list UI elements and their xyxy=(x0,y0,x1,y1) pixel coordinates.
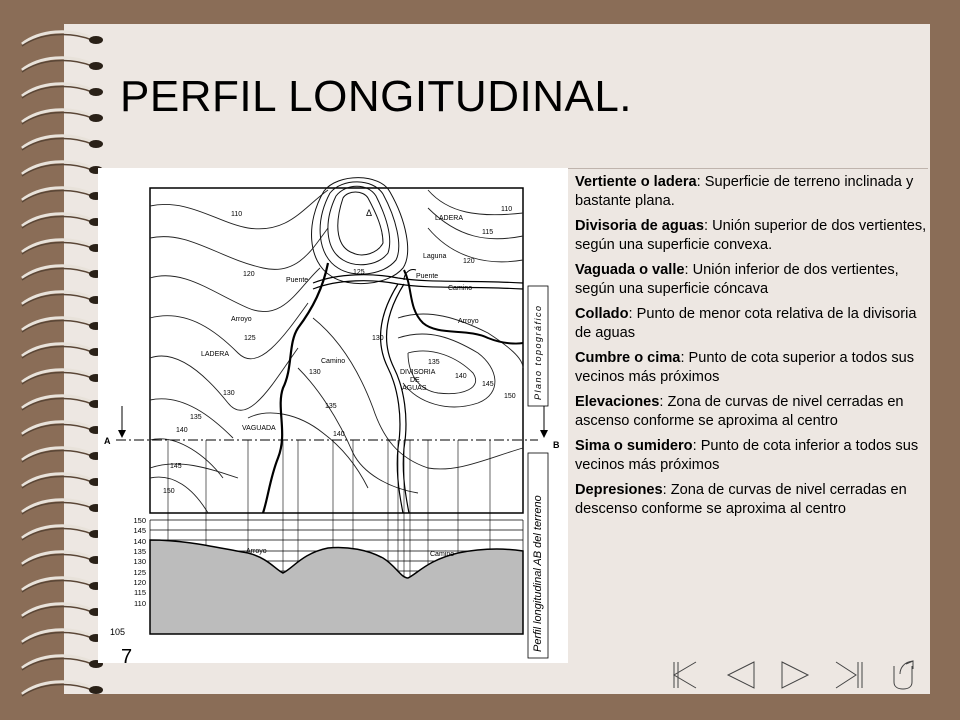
contour-value: 130 xyxy=(309,369,321,376)
binding-ring xyxy=(22,656,103,670)
definition-item xyxy=(575,261,932,299)
definition-separator: : xyxy=(659,394,668,410)
scale-label: 130 xyxy=(133,557,146,566)
definition-term: Vaguada o valle xyxy=(575,262,685,278)
definition-item xyxy=(575,437,932,475)
definition-text: Punto de cota superior a todos sus vecinos más próximos xyxy=(575,350,915,385)
topographic-map-figure xyxy=(98,168,568,663)
map-label-ladera: LADERA xyxy=(201,351,230,358)
binding-ring xyxy=(22,422,103,436)
contour-value: 110 xyxy=(501,206,513,213)
scale-label: 115 xyxy=(134,588,146,597)
definition-term: Divisoria de aguas xyxy=(575,218,704,234)
binding-ring xyxy=(22,682,103,696)
binding-ring xyxy=(22,474,103,488)
contour-value: 120 xyxy=(243,271,255,278)
return-icon xyxy=(886,658,920,692)
return-button[interactable] xyxy=(876,656,930,694)
binding-ring xyxy=(22,344,103,358)
point-b-label: B xyxy=(553,440,560,450)
scale-label: 105 xyxy=(109,627,125,637)
definition-separator: : xyxy=(662,482,671,498)
binding-ring xyxy=(22,214,103,228)
scale-label: 120 xyxy=(133,578,146,587)
next-slide-button[interactable] xyxy=(768,656,822,694)
profile-label-arroyo: Arroyo xyxy=(246,548,267,555)
binding-ring xyxy=(22,32,103,46)
definition-separator: : xyxy=(684,262,693,278)
contour-value: 140 xyxy=(176,427,188,434)
binding-ring xyxy=(22,630,103,644)
scale-label: 145 xyxy=(133,526,146,535)
binding-ring xyxy=(22,318,103,332)
binding-ring xyxy=(22,526,103,540)
binding-ring xyxy=(22,604,103,618)
definitions-list xyxy=(568,173,932,519)
contour-value: 110 xyxy=(231,211,243,218)
contour-value: 145 xyxy=(170,463,182,470)
page-number: 7 xyxy=(121,646,133,668)
scale-label: 150 xyxy=(133,516,146,525)
definition-term: Elevaciones xyxy=(575,394,660,410)
definition-separator: : xyxy=(628,306,637,322)
contour-value: 150 xyxy=(163,488,175,495)
definitions-panel xyxy=(568,168,932,525)
binding-ring xyxy=(22,58,103,72)
plan-caption: Plano topográfico xyxy=(533,304,543,400)
point-a-label: A xyxy=(104,436,111,446)
definition-separator: : xyxy=(692,438,701,454)
map-label-divisoria: AGUAS xyxy=(402,385,427,392)
binding-ring xyxy=(22,162,103,176)
binding-ring xyxy=(22,188,103,202)
definition-text: Punto de menor cota relativa de la divisoria de aguas xyxy=(575,306,917,341)
contour-value: 120 xyxy=(463,258,475,265)
definition-item xyxy=(575,305,932,343)
binding-ring xyxy=(22,578,103,592)
first-slide-button[interactable] xyxy=(660,656,714,694)
map-label-arroyo: Arroyo xyxy=(458,318,479,325)
slide-title: PERFIL LONGITUDINAL. xyxy=(120,72,633,121)
scale-label: 140 xyxy=(133,537,146,546)
map-label-divisoria: DIVISORIA xyxy=(400,369,436,376)
binding-ring xyxy=(22,396,103,410)
definition-term: Cumbre o cima xyxy=(575,350,681,366)
contour-value: 150 xyxy=(504,393,516,400)
definition-term: Sima o sumidero xyxy=(575,438,693,454)
next-icon xyxy=(778,658,812,692)
binding-ring xyxy=(22,266,103,280)
slide-navigation xyxy=(660,656,930,694)
definition-item xyxy=(575,217,932,255)
binding-ring xyxy=(22,552,103,566)
definition-item xyxy=(575,349,932,387)
contour-value: 125 xyxy=(244,335,256,342)
map-label-arroyo: Arroyo xyxy=(231,316,252,323)
contour-value: 135 xyxy=(325,403,337,410)
binding-ring xyxy=(22,500,103,514)
definition-term: Vertiente o ladera xyxy=(575,174,697,190)
definition-separator: : xyxy=(680,350,689,366)
definition-separator: : xyxy=(703,218,713,234)
definition-text: Punto de cota inferior a todos sus vecinos más próximos xyxy=(575,438,919,473)
contour-value: 125 xyxy=(353,269,365,276)
contour-value: 130 xyxy=(223,390,235,397)
contour-value: 135 xyxy=(190,414,202,421)
definition-separator: : xyxy=(696,174,705,190)
map-label-laguna: Laguna xyxy=(423,253,447,260)
peak-symbol: Δ xyxy=(366,208,373,218)
definition-term: Collado xyxy=(575,306,629,322)
scale-label: 125 xyxy=(133,568,146,577)
profile-label-camino: Camino xyxy=(430,551,455,558)
scale-label: 110 xyxy=(134,599,146,608)
first-icon xyxy=(670,658,704,692)
binding-ring xyxy=(22,84,103,98)
contour-value: 140 xyxy=(455,373,467,380)
definition-item xyxy=(575,481,932,519)
previous-icon xyxy=(724,658,758,692)
definition-text: Zona de curvas de nivel cerradas en ascenso conforme se aproxima al centro xyxy=(575,394,904,429)
map-label-puente: Puente xyxy=(416,273,439,280)
definition-text: Superficie de terreno inclinada y bastante plana. xyxy=(575,174,914,209)
map-label-ladera: LADERA xyxy=(435,215,464,222)
top-divider xyxy=(568,168,928,169)
map-label-camino: Camino xyxy=(321,358,346,365)
contour-value: 130 xyxy=(372,335,384,342)
contour-value: 135 xyxy=(428,359,440,366)
map-label-divisoria: DE xyxy=(410,377,420,384)
binding-ring xyxy=(22,240,103,254)
binding-ring xyxy=(22,136,103,150)
definition-text: Unión inferior de dos vertientes, según una superficie cóncava xyxy=(575,262,899,297)
definition-item xyxy=(575,393,932,431)
contour-value: 145 xyxy=(482,381,494,388)
binding-ring xyxy=(22,370,103,384)
definition-text: Unión superior de dos vertientes, según una superficie convexa. xyxy=(575,218,927,253)
contour-value: 115 xyxy=(482,229,494,236)
last-slide-button[interactable] xyxy=(822,656,876,694)
definition-item xyxy=(575,173,932,211)
definition-term: Depresiones xyxy=(575,482,663,498)
profile-caption: Perfil longitudinal AB del terreno xyxy=(532,495,544,652)
scale-label: 135 xyxy=(133,547,146,556)
last-icon xyxy=(832,658,866,692)
previous-slide-button[interactable] xyxy=(714,656,768,694)
binding-ring xyxy=(22,292,103,306)
map-label-puente: Puente xyxy=(286,277,309,284)
definition-text: Zona de curvas de nivel cerradas en descenso conforme se aproxima al centro xyxy=(575,482,907,517)
map-label-vaguada: VAGUADA xyxy=(242,425,276,432)
binding-ring xyxy=(22,110,103,124)
contour-value: 140 xyxy=(333,431,345,438)
binding-ring xyxy=(22,448,103,462)
map-label-camino: Camino xyxy=(448,285,473,292)
